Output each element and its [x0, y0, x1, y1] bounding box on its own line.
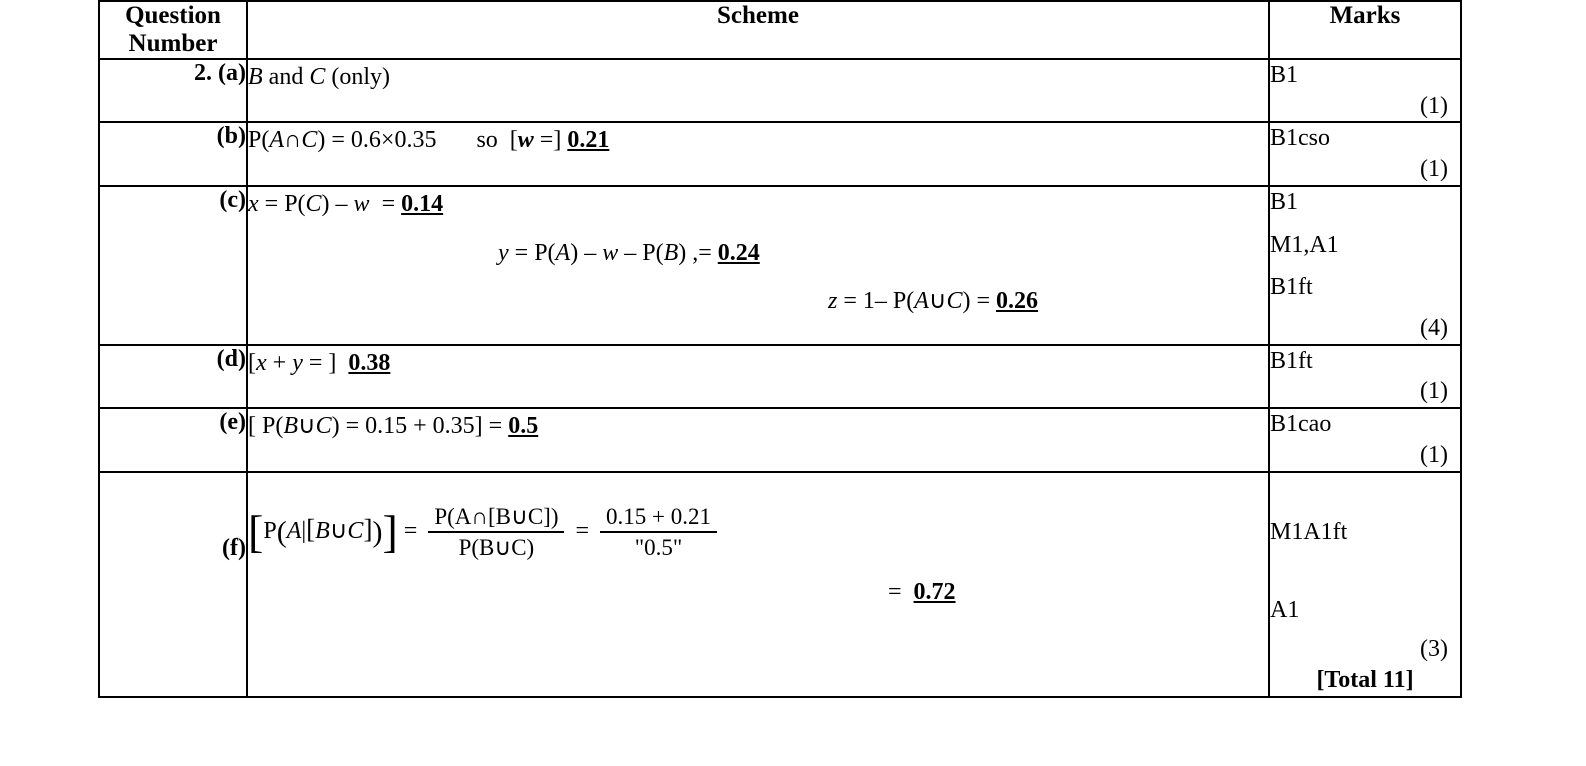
- scheme-line-d: [x + y = ] 0.38: [248, 349, 391, 376]
- bracket-close: ]: [382, 505, 398, 557]
- answer-c2: 0.24: [717, 239, 760, 266]
- conditional-prob-expr: P(A|[B∪C]): [263, 514, 383, 549]
- answer-e: 0.5: [508, 413, 539, 440]
- mark-label-c1: B1: [1270, 188, 1299, 215]
- fraction-2-denominator: "0.5": [600, 531, 717, 561]
- answer-d: 0.38: [348, 349, 391, 376]
- equals-2: =: [569, 518, 596, 545]
- answer-f: 0.72: [913, 578, 956, 605]
- scheme-line-c1: x = P(C) – w = 0.14: [248, 190, 444, 217]
- scheme-cell-d: [247, 345, 1269, 408]
- scheme-cell-a: [247, 59, 1269, 122]
- fraction-1: [428, 503, 564, 561]
- table-row: [99, 345, 1461, 408]
- marks-cell-e: [1269, 408, 1461, 471]
- marks-cell-f: [1269, 472, 1461, 697]
- mark-label-f2: A1: [1270, 597, 1300, 624]
- table-row: [99, 186, 1461, 345]
- scheme-line-c3: z = 1– P(A∪C) = 0.26: [828, 288, 1039, 315]
- scheme-cell-b: [247, 122, 1269, 185]
- header-question-number-line1: Question: [125, 2, 221, 29]
- question-label-c: (c): [99, 186, 247, 345]
- equals-1: =: [397, 518, 424, 545]
- question-label-e: (e): [99, 408, 247, 471]
- table-row: [99, 472, 1461, 697]
- answer-c1: 0.14: [401, 190, 444, 217]
- marks-cell-c: [1269, 186, 1461, 345]
- mark-label-c3: B1ft: [1270, 274, 1313, 301]
- header-scheme: Scheme: [247, 1, 1269, 59]
- mark-label-c2: M1,A1: [1270, 231, 1339, 258]
- mark-label-b: B1cso: [1270, 125, 1330, 152]
- scheme-cell-f: [247, 472, 1269, 697]
- scheme-line-b: P(A∩C) = 0.6×0.35 so [w =] 0.21: [248, 127, 610, 154]
- table-row: [99, 408, 1461, 471]
- mark-count-f: (3): [1420, 636, 1448, 663]
- header-question-number-line2: Number: [128, 30, 218, 57]
- question-label-d: (d): [99, 345, 247, 408]
- fraction-2-numerator: 0.15 + 0.21: [606, 503, 712, 529]
- table-header-row: [99, 1, 1461, 59]
- mark-total: [Total 11]: [1316, 666, 1414, 693]
- mark-label-e: B1cao: [1270, 411, 1332, 438]
- marks-cell-b: [1269, 122, 1461, 185]
- mark-count-b: (1): [1420, 156, 1448, 183]
- answer-b: 0.21: [567, 127, 610, 154]
- mark-count-c: (4): [1420, 315, 1448, 342]
- marks-cell-d: [1269, 345, 1461, 408]
- scheme-line-f2: = 0.72: [888, 578, 956, 605]
- marks-cell-a: [1269, 59, 1461, 122]
- scheme-line-f1: [248, 503, 1268, 561]
- table-row: [99, 59, 1461, 122]
- markscheme-table: [98, 0, 1462, 698]
- header-question-number: [99, 1, 247, 59]
- question-label-b: (b): [99, 122, 247, 185]
- question-label-f-text: (f): [222, 534, 246, 561]
- scheme-cell-c: [247, 186, 1269, 345]
- bracket-open: [: [248, 505, 264, 557]
- question-label-f: [99, 472, 247, 697]
- fraction-1-denominator: P(B∪C): [428, 531, 564, 561]
- scheme-cell-e: [247, 408, 1269, 471]
- mark-count-d: (1): [1420, 378, 1448, 405]
- answer-c3: 0.26: [996, 288, 1039, 315]
- fraction-1-numerator: P(A∩[B∪C]): [434, 503, 559, 529]
- mark-count-a: (1): [1420, 92, 1448, 119]
- mark-label-f1: M1A1ft: [1270, 518, 1348, 545]
- fraction-2: [600, 503, 717, 561]
- question-label-a: 2. (a): [99, 59, 247, 122]
- table-row: [99, 122, 1461, 185]
- mark-count-e: (1): [1420, 441, 1448, 468]
- header-marks: Marks: [1269, 1, 1461, 59]
- scheme-line-e: [ P(B∪C) = 0.15 + 0.35] = 0.5: [248, 413, 539, 440]
- scheme-line-c2: y = P(A) – w – P(B) ,= 0.24: [498, 239, 760, 266]
- scheme-line-a: B and C (only): [248, 64, 390, 90]
- mark-label-a: B1: [1270, 62, 1299, 88]
- mark-label-d: B1ft: [1270, 347, 1313, 374]
